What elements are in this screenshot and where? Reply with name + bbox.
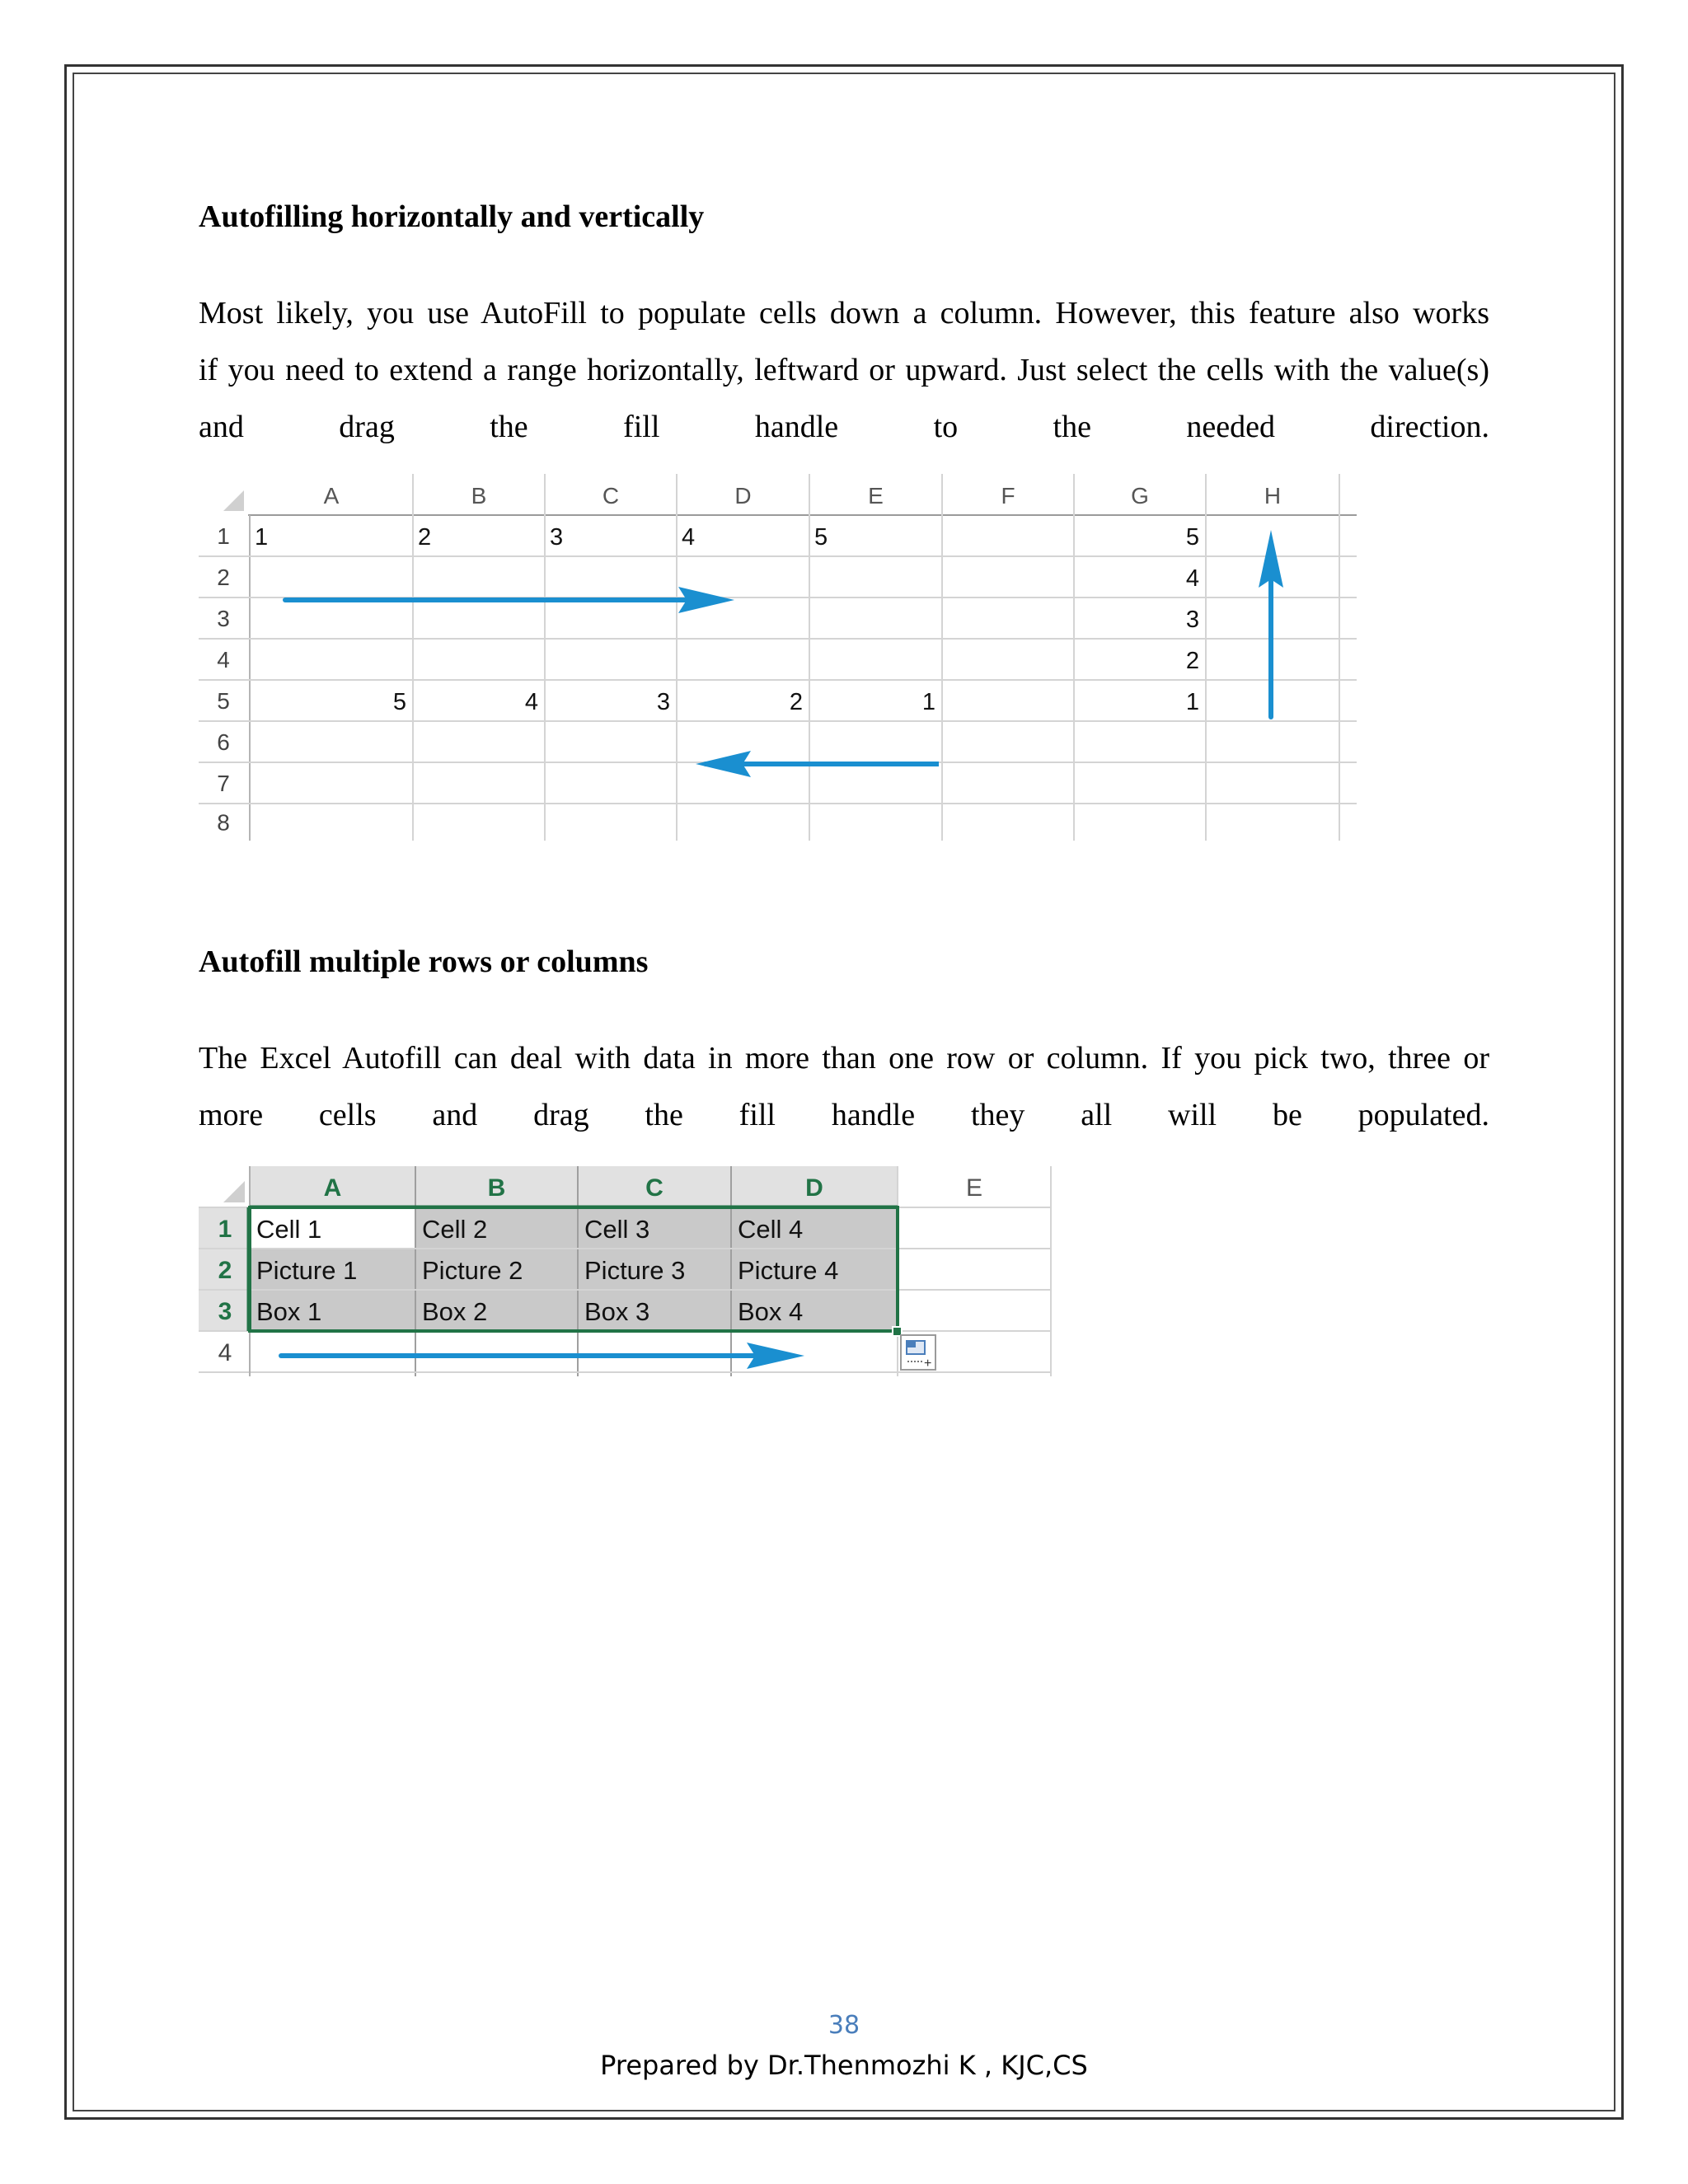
paragraph-line: The Excel Autofill can deal with data in more than one row or column. If you pick two, three or	[199, 1041, 1489, 1076]
paragraph-autofill-directions	[199, 285, 1489, 456]
cell-value[interactable]: 5	[1185, 524, 1199, 551]
column-header-e[interactable]: E	[965, 1174, 983, 1202]
cell-value[interactable]: 1	[1185, 689, 1199, 715]
svg-text:+: +	[924, 1357, 932, 1371]
cell-value[interactable]: 4	[1185, 565, 1199, 592]
cell-value[interactable]: 2	[789, 689, 803, 715]
row-header-5[interactable]: 5	[217, 688, 230, 714]
column-header-c[interactable]: C	[645, 1174, 663, 1202]
cell-value[interactable]: 1	[255, 524, 269, 551]
column-header-c[interactable]: C	[602, 483, 620, 509]
prepared-by-footer: Prepared by Dr.Thenmozhi K , KJC,CS	[600, 2050, 1088, 2081]
cell-value[interactable]: 1	[921, 689, 935, 715]
cell-value[interactable]: Cell 3	[584, 1215, 650, 1244]
cell-value[interactable]: Picture 1	[256, 1256, 358, 1285]
cell-value[interactable]: 5	[392, 689, 406, 715]
cell-value[interactable]: Cell 2	[422, 1215, 488, 1244]
column-header-g[interactable]: G	[1131, 483, 1149, 509]
row-header-3[interactable]: 3	[217, 606, 230, 631]
column-header-a[interactable]: A	[323, 483, 340, 509]
cell-value[interactable]: Cell 4	[738, 1215, 804, 1244]
cell-value[interactable]: 2	[418, 524, 432, 551]
cell-value[interactable]: Picture 4	[738, 1256, 839, 1285]
cell-value[interactable]: 3	[550, 524, 564, 551]
column-header-d[interactable]: D	[734, 483, 752, 509]
column-header-a[interactable]: A	[323, 1174, 342, 1202]
arrow-right-head	[678, 587, 734, 613]
section-heading-autofill-directions: Autofilling horizontally and vertically	[199, 199, 705, 234]
column-header-f[interactable]: F	[1001, 483, 1015, 509]
arrow-up-head	[1259, 530, 1283, 588]
paragraph-line: and drag the fill handle to the needed direction.	[199, 410, 1489, 444]
spreadsheet-screenshot-multirow	[199, 1166, 1056, 1380]
row-header-2[interactable]: 2	[217, 565, 230, 590]
section-heading-multiple-rows: Autofill multiple rows or columns	[199, 944, 649, 979]
cell-value[interactable]: 3	[656, 689, 670, 715]
autofill-options-icon[interactable]	[901, 1335, 935, 1371]
column-header-b[interactable]: B	[487, 1174, 506, 1202]
row-header-4[interactable]: 4	[217, 647, 230, 673]
cell-value[interactable]: 5	[814, 524, 828, 551]
paragraph-multiple-rows	[199, 1030, 1489, 1144]
column-header-e[interactable]: E	[868, 483, 884, 509]
paragraph-line: more cells and drag the fill handle they all will be populated.	[199, 1098, 1489, 1132]
cell-value[interactable]: Box 3	[584, 1297, 650, 1326]
spreadsheet-screenshot-directions	[199, 474, 1361, 845]
cell-value[interactable]: 4	[682, 524, 696, 551]
row-header-2[interactable]: 2	[218, 1257, 232, 1284]
cell-value[interactable]: Box 2	[422, 1297, 488, 1326]
row-header-7[interactable]: 7	[217, 771, 230, 796]
row-header-1[interactable]: 1	[217, 523, 230, 549]
row-header-6[interactable]: 6	[217, 729, 230, 755]
arrow-left-head	[696, 751, 751, 777]
cell-value[interactable]: Box 1	[256, 1297, 322, 1326]
cell-value[interactable]: Picture 2	[422, 1256, 523, 1285]
cell-value[interactable]: Box 4	[738, 1297, 804, 1326]
column-header-b[interactable]: B	[471, 483, 487, 509]
cell-value[interactable]: 4	[524, 689, 538, 715]
cell-value[interactable]: Picture 3	[584, 1256, 686, 1285]
column-header-h[interactable]: H	[1264, 483, 1282, 509]
sheet1-svg	[199, 474, 1361, 845]
paragraph-line: Most likely, you use AutoFill to populate cells down a column. However, this feature also works	[199, 296, 1489, 330]
sheet2-svg	[199, 1166, 1056, 1380]
row-header-8[interactable]: 8	[217, 809, 230, 836]
row-header-1[interactable]: 1	[218, 1216, 232, 1243]
cell-value[interactable]: Cell 1	[256, 1215, 322, 1244]
row-header-4[interactable]: 4	[218, 1339, 232, 1366]
cell-value[interactable]: 2	[1185, 648, 1199, 674]
cell-value[interactable]: 3	[1185, 607, 1199, 633]
page-number: 38	[828, 2011, 860, 2040]
paragraph-line: if you need to extend a range horizontally, leftward or upward. Just select the cells with the value(s)	[199, 353, 1489, 387]
column-header-d[interactable]: D	[805, 1174, 823, 1202]
row-header-3[interactable]: 3	[218, 1298, 232, 1325]
